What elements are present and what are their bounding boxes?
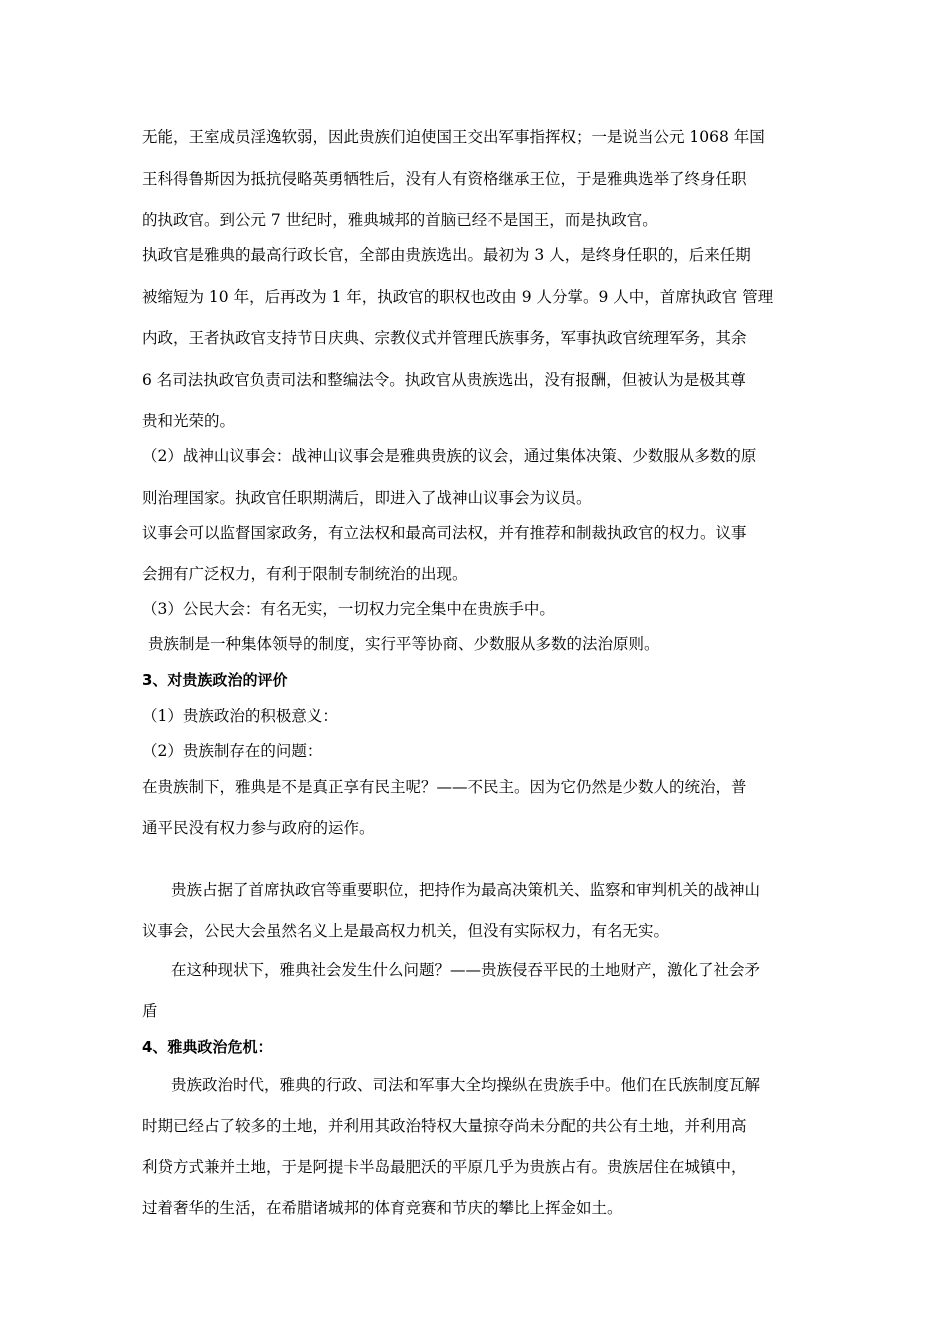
text-line: 会拥有广泛权力，有利于限制专制统治的出现。 xyxy=(142,565,468,583)
section-heading: 3、对贵族政治的评价 xyxy=(142,671,288,689)
text-line: 利贷方式兼并土地，于是阿提卡半岛最肥沃的平原几乎为贵族占有。贵族居住在城镇中， xyxy=(142,1158,747,1176)
text-line: 盾 xyxy=(142,1002,158,1020)
section-heading: 4、雅典政治危机： xyxy=(142,1038,273,1056)
text-line: 在贵族制下，雅典是不是真正享有民主呢？——不民主。因为它仍然是少数人的统治，普 xyxy=(142,778,747,796)
text-line: 贵族制是一种集体领导的制度，实行平等协商、少数服从多数的法治原则。 xyxy=(148,635,660,653)
text-line: 在这种现状下，雅典社会发生什么问题？——贵族侵吞平民的土地财产，激化了社会矛 xyxy=(171,961,761,979)
text-line: 时期已经占了较多的土地，并利用其政治特权大量掠夺尚未分配的共公有土地，并利用高 xyxy=(142,1117,747,1135)
text-line: 被缩短为 10 年，后再改为 1 年，执政官的职权也改由 9 人分掌。9 人中，首席执政官 管理 xyxy=(142,288,774,306)
text-line: 贵族占据了首席执政官等重要职位，把持作为最高决策机关、监察和审判机关的战神山 xyxy=(171,881,761,899)
text-line: 过着奢华的生活，在希腊诸城邦的体育竞赛和节庆的攀比上挥金如土。 xyxy=(142,1199,623,1217)
text-line: 无能，王室成员淫逸软弱，因此贵族们迫使国王交出军事指挥权；一是说当公元 1068 年国 xyxy=(142,128,765,146)
text-line: 的执政官。到公元 7 世纪时，雅典城邦的首脑已经不是国王，而是执政官。 xyxy=(142,211,658,229)
text-line: （1）贵族政治的积极意义： xyxy=(142,707,338,725)
text-line: （2）战神山议事会：战神山议事会是雅典贵族的议会，通过集体决策、少数服从多数的原 xyxy=(142,447,757,465)
text-line: 议事会，公民大会虽然名义上是最高权力机关，但没有实际权力，有名无实。 xyxy=(142,922,670,940)
text-line: （3）公民大会：有名无实，一切权力完全集中在贵族手中。 xyxy=(142,600,555,618)
text-line: （2）贵族制存在的问题： xyxy=(142,742,323,760)
text-line: 议事会可以监督国家政务，有立法权和最高司法权，并有推荐和制裁执政官的权力。议事 xyxy=(142,524,747,542)
text-line: 执政官是雅典的最高行政长官，全部由贵族选出。最初为 3 人，是终身任职的，后来任期 xyxy=(142,246,751,264)
text-line: 贵和光荣的。 xyxy=(142,412,236,430)
text-line: 内政，王者执政官支持节日庆典、宗教仪式并管理氏族事务，军事执政官统理军务，其余 xyxy=(142,329,747,347)
text-line: 则治理国家。执政官任职期满后，即进入了战神山议事会为议员。 xyxy=(142,489,592,507)
text-line: 王科得鲁斯因为抵抗侵略英勇牺牲后，没有人有资格继承王位，于是雅典选举了终身任职 xyxy=(142,170,747,188)
text-line: 贵族政治时代，雅典的行政、司法和军事大全均操纵在贵族手中。他们在氏族制度瓦解 xyxy=(171,1076,761,1094)
text-line: 6 名司法执政官负责司法和整编法令。执政官从贵族选出，没有报酬，但被认为是极其尊 xyxy=(142,371,746,389)
text-line: 通平民没有权力参与政府的运作。 xyxy=(142,819,375,837)
